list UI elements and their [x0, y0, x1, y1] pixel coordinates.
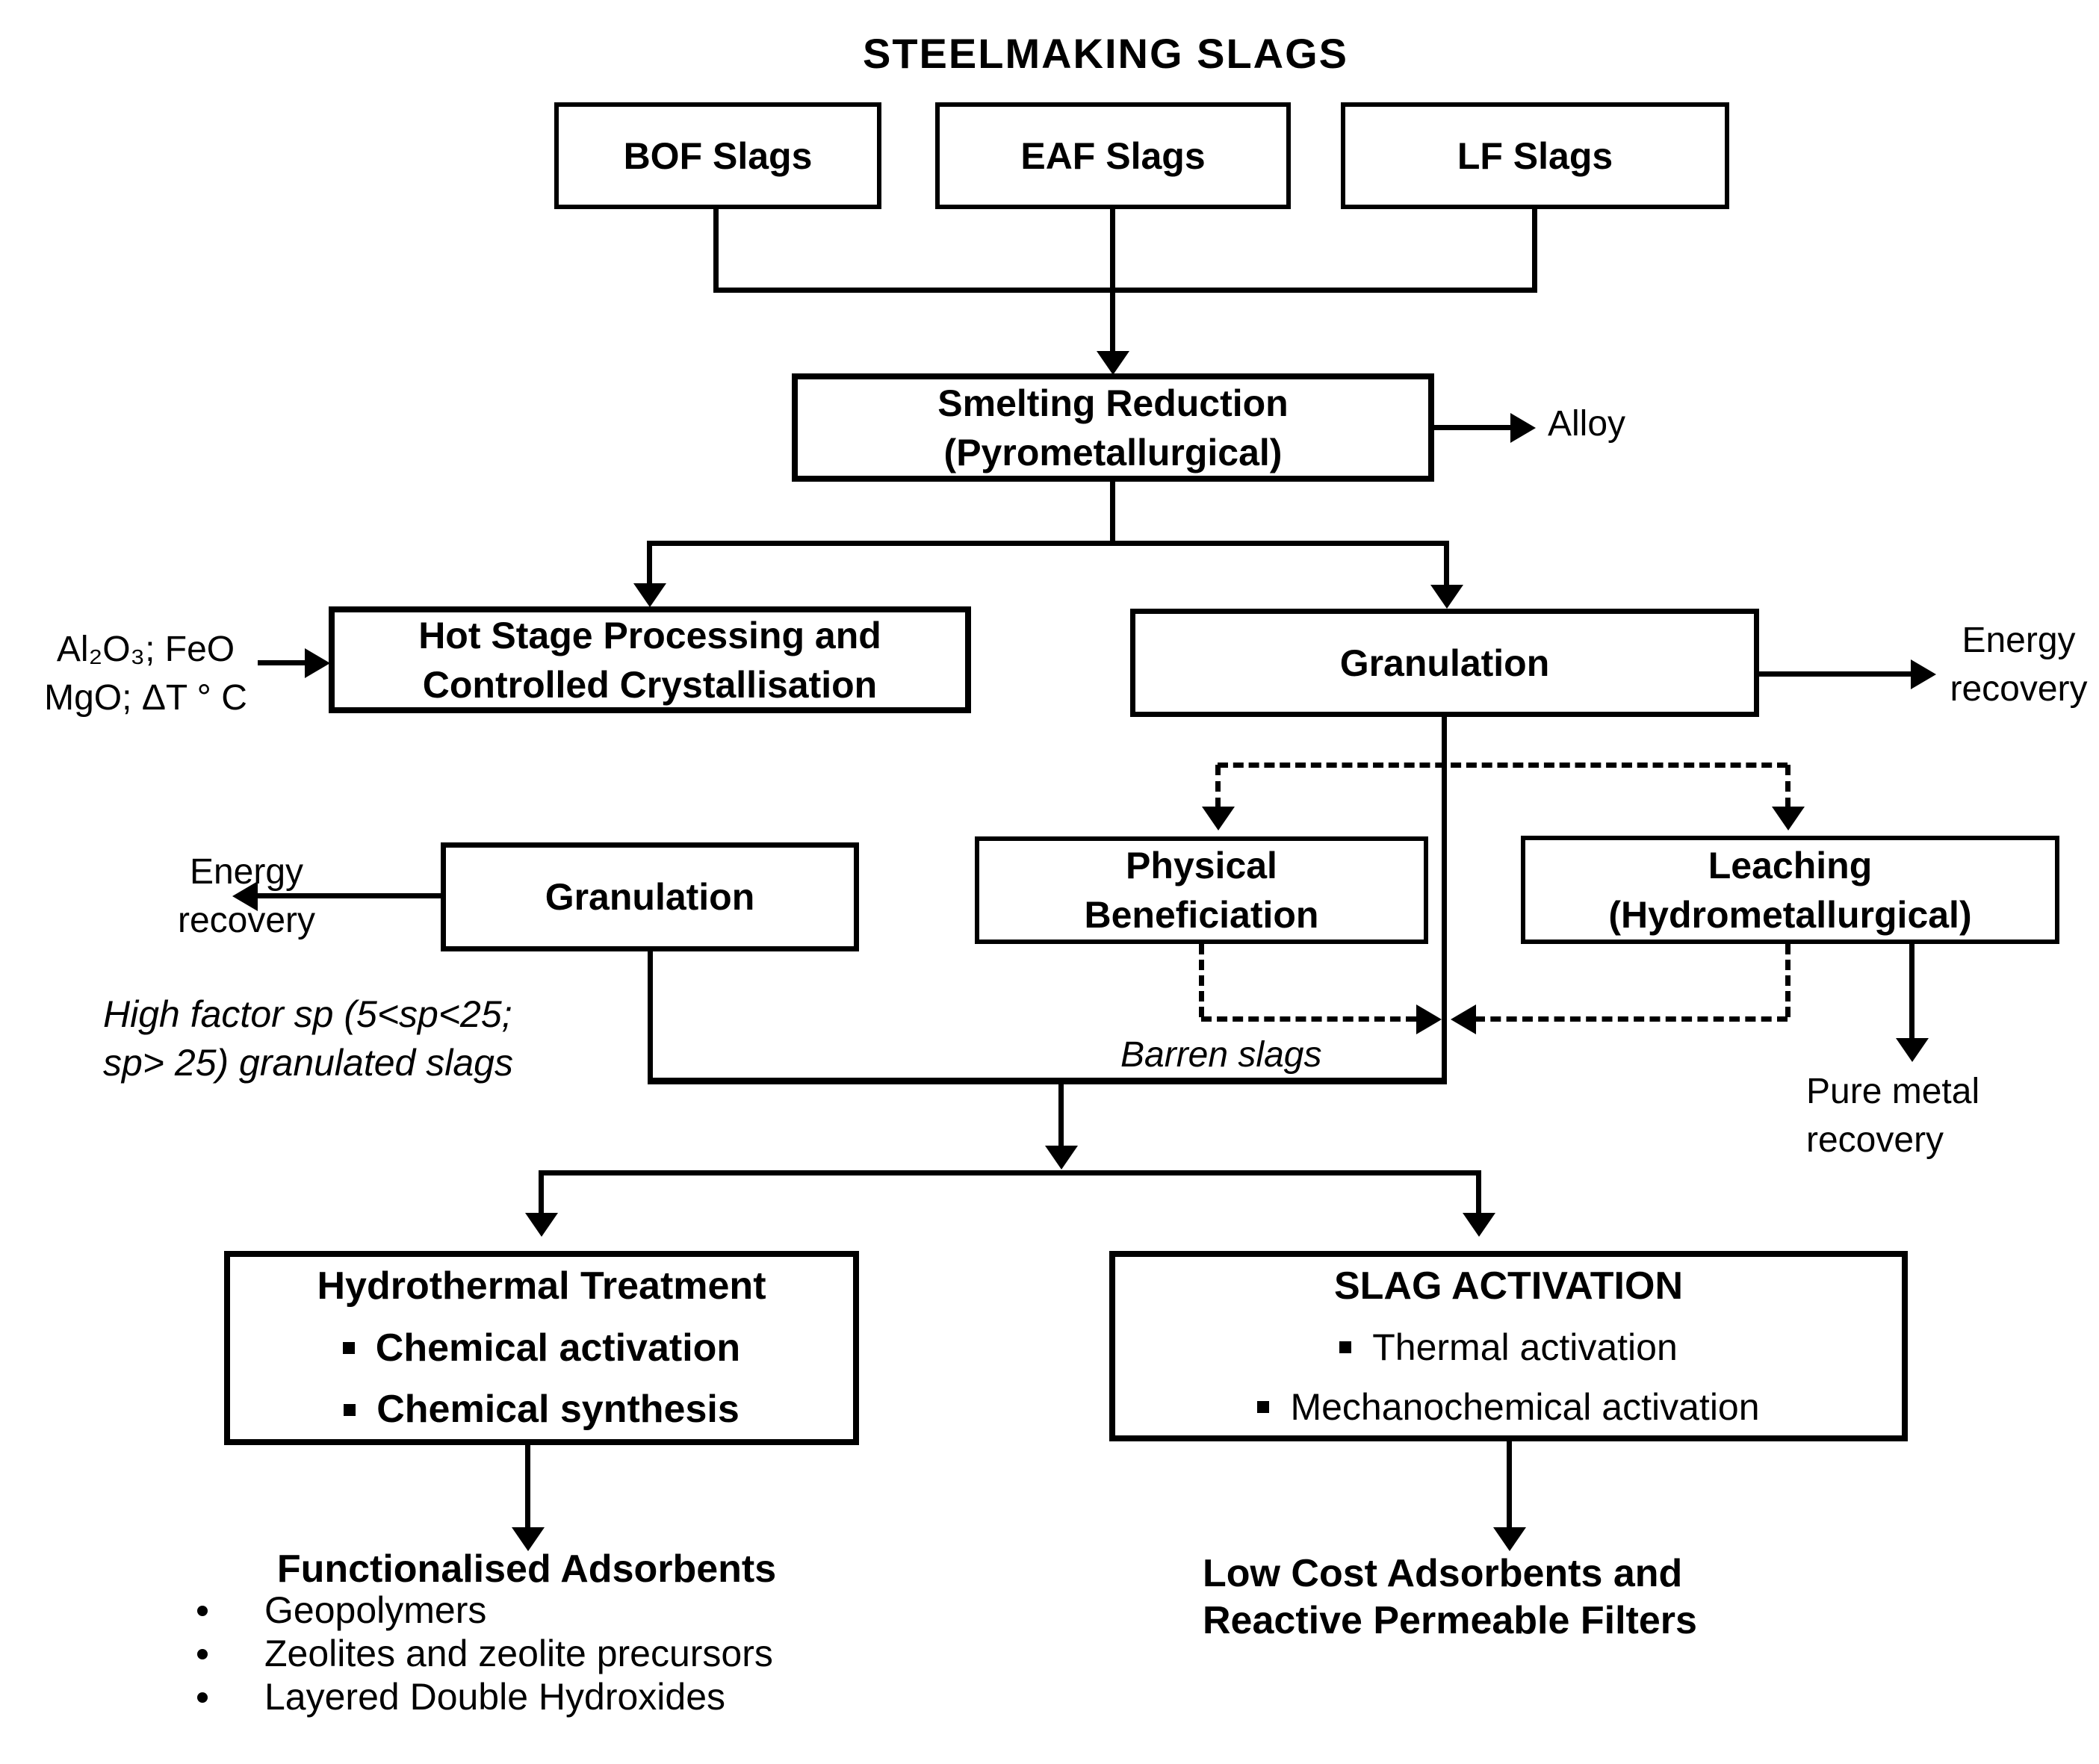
- connector-smelting-drop: [1110, 482, 1115, 546]
- connector-sources-bus: [713, 288, 1537, 293]
- list-item: [179, 1676, 964, 1719]
- slag-activation-bullet-1: [1339, 1323, 1678, 1372]
- lf-slags-label: LF Slags: [1457, 134, 1613, 177]
- round-bullet-icon: [197, 1692, 208, 1703]
- connector-junction-bus: [648, 1078, 1447, 1084]
- connector-granulation-left-drop: [648, 951, 653, 1080]
- high-factor-line1: High factor sp (5<sp<25;: [103, 993, 512, 1035]
- connector-lf-drop: [1532, 209, 1537, 290]
- barren-slags-label: Barren slags: [1120, 1035, 1322, 1075]
- functionalised-adsorbents-title: Functionalised Adsorbents: [276, 1547, 777, 1591]
- list-item: [179, 1589, 964, 1633]
- box-granulation-right: [1130, 609, 1759, 717]
- oxide-inputs-line1: Al₂O₃; FeO: [56, 630, 235, 669]
- eaf-slags-label: EAF Slags: [1020, 134, 1206, 177]
- smelting-line1: Smelting Reduction: [937, 382, 1289, 424]
- arrow-right-icon: [1510, 413, 1536, 443]
- connector-to-hot-stage: [647, 546, 652, 585]
- connector-to-smelting: [1110, 293, 1115, 353]
- dashed-physical-return: [1199, 944, 1204, 1017]
- arrow-down-icon: [633, 583, 666, 607]
- energy-recovery-left-label: [134, 848, 359, 945]
- connector-oxide-inputs: [258, 660, 306, 665]
- pure-metal-recovery-label: [1806, 1068, 2045, 1165]
- box-bof-slags: [554, 102, 881, 209]
- arrow-down-icon: [1045, 1146, 1078, 1170]
- hydrothermal-bullet-2-label: Chemical synthesis: [376, 1388, 740, 1432]
- box-leaching: [1521, 836, 2059, 944]
- physical-line1: Physical: [1126, 845, 1277, 886]
- dashed-to-leaching: [1785, 765, 1790, 808]
- arrow-down-icon: [1772, 807, 1805, 830]
- square-bullet-icon: [344, 1404, 356, 1416]
- dashed-physical-return-h: [1201, 1016, 1416, 1022]
- square-bullet-icon: [343, 1342, 355, 1354]
- box-hydrothermal-treatment: [224, 1251, 859, 1445]
- square-bullet-icon: [1257, 1401, 1269, 1413]
- connector-pure-metal: [1909, 944, 1914, 1040]
- hydrothermal-title: Hydrothermal Treatment: [317, 1264, 766, 1308]
- slag-activation-bullet-2: [1257, 1382, 1759, 1432]
- connector-split-2: [539, 1170, 1481, 1176]
- leaching-line2: (Hydrometallurgical): [1608, 893, 1972, 936]
- arrow-down-icon: [525, 1213, 558, 1237]
- arrow-right-icon: [1416, 1004, 1442, 1034]
- physical-line2: Beneficiation: [1084, 894, 1319, 936]
- low-cost-line1: Low Cost Adsorbents and: [1203, 1552, 1683, 1595]
- adsorbent-item-3: Layered Double Hydroxides: [264, 1676, 726, 1718]
- connector-eaf-drop: [1110, 209, 1115, 290]
- leaching-line1: Leaching: [1708, 844, 1873, 886]
- oxide-inputs-line2: MgO; ΔT ° C: [44, 677, 247, 718]
- slag-activation-title: SLAG ACTIVATION: [1333, 1264, 1683, 1308]
- connector-slag-activation-drop: [1507, 1441, 1512, 1529]
- connector-granulation-right-drop: [1442, 717, 1447, 1081]
- arrow-down-icon: [1097, 351, 1129, 375]
- arrow-down-icon: [1430, 585, 1463, 609]
- adsorbent-item-1: Geopolymers: [264, 1589, 487, 1632]
- adsorbent-item-2: Zeolites and zeolite precursors: [264, 1633, 773, 1675]
- energy-recovery-right-label: [1938, 617, 2099, 714]
- hot-stage-line1: Hot Stage Processing and: [418, 614, 881, 656]
- box-slag-activation: [1109, 1251, 1908, 1441]
- arrow-down-icon: [1202, 807, 1235, 830]
- box-lf-slags: [1341, 102, 1729, 209]
- high-factor-note: [103, 990, 731, 1087]
- dashed-branch-bus: [1218, 763, 1788, 768]
- energy-right-line2: recovery: [1950, 668, 2088, 709]
- granulation-left-label: Granulation: [545, 876, 755, 918]
- box-hot-stage: [329, 606, 971, 713]
- smelting-line2: (Pyrometallurgical): [943, 431, 1283, 473]
- diagram-title: STEELMAKING SLAGS: [862, 30, 1349, 77]
- pure-metal-line1: Pure metal: [1806, 1072, 1980, 1111]
- arrow-right-icon: [305, 648, 330, 678]
- dashed-leaching-return-h: [1475, 1016, 1788, 1022]
- low-cost-adsorbents-label: [1203, 1550, 1785, 1645]
- functionalised-adsorbents-list: [179, 1589, 964, 1719]
- connector-split-1: [647, 541, 1449, 546]
- round-bullet-icon: [197, 1649, 208, 1659]
- box-smelting-reduction: [792, 373, 1434, 482]
- connector-to-hydrothermal: [539, 1176, 544, 1214]
- high-factor-line2: sp> 25) granulated slags: [103, 1042, 513, 1084]
- slag-activation-bullet-2-label: Mechanochemical activation: [1290, 1385, 1760, 1428]
- arrow-left-icon: [1451, 1004, 1476, 1034]
- connector-to-granulation-right: [1444, 546, 1449, 587]
- hydrothermal-bullet-2: [344, 1384, 740, 1435]
- dashed-leaching-return: [1785, 944, 1790, 1017]
- box-granulation-left: [441, 842, 859, 951]
- low-cost-line2: Reactive Permeable Filters: [1203, 1599, 1697, 1643]
- list-item: [179, 1633, 964, 1676]
- box-physical-beneficiation: [975, 836, 1428, 944]
- arrow-down-icon: [1896, 1038, 1929, 1062]
- hydrothermal-bullet-1: [343, 1323, 740, 1374]
- box-eaf-slags: [935, 102, 1291, 209]
- connector-bof-drop: [713, 209, 719, 290]
- pure-metal-line2: recovery: [1806, 1119, 1944, 1160]
- granulation-right-label: Granulation: [1339, 642, 1550, 684]
- energy-left-line1: Energy: [189, 852, 304, 892]
- hydrothermal-bullet-1-label: Chemical activation: [375, 1326, 741, 1370]
- connector-junction-drop: [1058, 1084, 1064, 1149]
- slag-activation-bullet-1-label: Thermal activation: [1372, 1326, 1678, 1368]
- hot-stage-line2: Controlled Crystallisation: [422, 663, 878, 706]
- square-bullet-icon: [1339, 1341, 1351, 1353]
- round-bullet-icon: [197, 1606, 208, 1616]
- arrow-down-icon: [1463, 1213, 1495, 1237]
- arrow-right-icon: [1911, 659, 1936, 689]
- connector-hydrothermal-drop: [525, 1445, 530, 1529]
- connector-energy-right: [1759, 671, 1912, 677]
- dashed-to-physical: [1215, 765, 1221, 808]
- bof-slags-label: BOF Slags: [623, 134, 813, 177]
- oxide-inputs-label: [19, 626, 273, 723]
- arrow-down-icon: [1493, 1527, 1526, 1551]
- alloy-label: Alloy: [1548, 404, 1626, 444]
- energy-right-line1: Energy: [1962, 621, 2076, 660]
- connector-alloy: [1434, 425, 1510, 430]
- energy-left-line2: recovery: [177, 900, 316, 940]
- connector-to-slag-activation: [1476, 1176, 1481, 1214]
